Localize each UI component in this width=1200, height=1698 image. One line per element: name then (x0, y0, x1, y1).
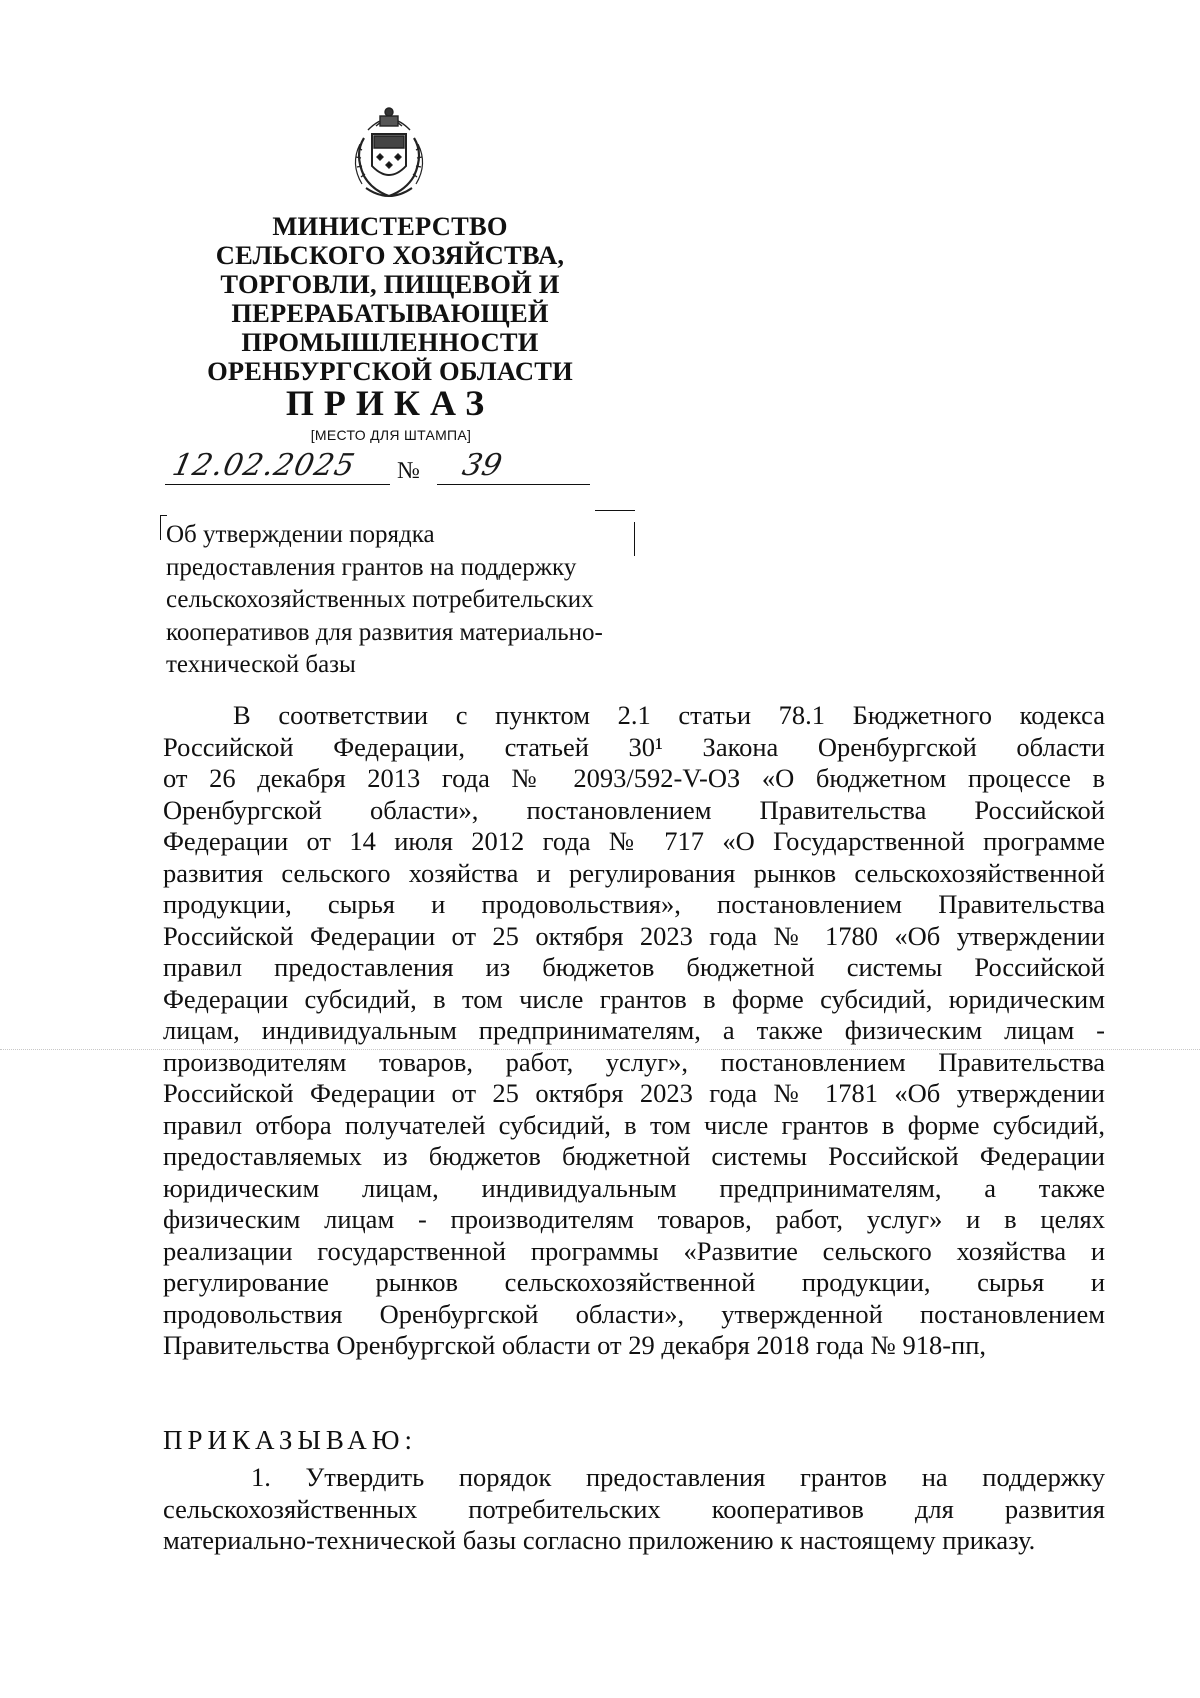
item-line: 1. Утвердить порядок предоставления грантов на поддержку (251, 1462, 1105, 1492)
preamble-line: продукции, сырья и продовольствия», постановлением Правительства (163, 889, 1105, 919)
preamble-line: Федерации субсидий, в том числе грантов в форме субсидий, юридическим (163, 983, 1105, 1014)
order-word: ПРИКАЗЫВАЮ: (163, 1425, 417, 1455)
preamble-line: Российской Федерации от 25 октября 2023 года № 1780 «Об утверждении (163, 920, 1105, 951)
number-underline (437, 484, 590, 485)
subject-line: сельскохозяйственных потребительских (166, 586, 594, 613)
subject-bracket-right-top (595, 510, 635, 511)
document-subject (166, 519, 646, 682)
date-underline (165, 484, 390, 485)
handwritten-date: 12.02.2025 (169, 448, 359, 483)
preamble-line: Российской Федерации, статьей 30¹ Закона Оренбургской области (163, 731, 1105, 762)
preamble-line: Оренбургской области», постановлением Правительства Российской (163, 794, 1105, 825)
preamble-line: физическим лицам - производителям товаров, работ, услуг» и в целях (163, 1204, 1105, 1234)
preamble-line: юридическим лицам, индивидуальным предпринимателям, а также (163, 1172, 1105, 1203)
preamble-line: правил предоставления из бюджетов бюджетной системы Российской (163, 952, 1105, 982)
subject-line: технической базы (166, 651, 356, 678)
preamble-line: Правительства Оренбургской области от 29 декабря 2018 года № 918-пп, (163, 1330, 987, 1360)
document-type-title: ПРИКАЗ (285, 383, 495, 423)
preamble-line: лицам, индивидуальным предпринимателям, а также физическим лицам - (163, 1015, 1105, 1045)
number-sign: № (397, 458, 420, 484)
preamble-line: Федерации от 14 июля 2012 года № 717 «О Государственной программе (163, 826, 1105, 856)
ministry-name (160, 212, 620, 386)
preamble-paragraph (163, 700, 1105, 1362)
preamble-line: развития сельского хозяйства и регулирования рынков сельскохозяйственной (163, 857, 1105, 888)
order-item-1 (163, 1462, 1105, 1557)
preamble-line: правил отбора получателей субсидий, в том числе грантов в форме субсидий, (163, 1109, 1105, 1140)
handwritten-number: 39 (459, 448, 505, 483)
preamble-line: реализации государственной программы «Развитие сельского хозяйства и (163, 1235, 1105, 1266)
ministry-line: ТОРГОВЛИ, ПИЩЕВОЙ И (220, 269, 560, 299)
item-line: сельскохозяйственных потребительских кооперативов для развития (163, 1493, 1105, 1524)
subject-line: предоставления грантов на поддержку (166, 553, 577, 581)
ministry-line: ОРЕНБУРГСКОЙ ОБЛАСТИ (207, 356, 573, 386)
stamp-placeholder: [МЕСТО ДЛЯ ШТАМПА] (310, 427, 472, 443)
ministry-line: МИНИСТЕРСТВО (272, 211, 508, 241)
ministry-line: СЕЛЬСКОГО ХОЗЯЙСТВА, (215, 240, 565, 270)
preamble-line: продовольствия Оренбургской области», утвержденной постановлением (163, 1298, 1105, 1329)
preamble-line: производителям товаров, работ, услуг», постановлением Правительства (163, 1046, 1105, 1077)
date-number-line (165, 448, 590, 488)
preamble-line: В соответствии с пунктом 2.1 статьи 78.1 Бюджетного кодекса (233, 700, 1105, 730)
item-line: материально-технической базы согласно приложению к настоящему приказу. (163, 1525, 1036, 1555)
preamble-line: от 26 декабря 2013 года № 2093/592-V-ОЗ «О бюджетном процессе в (163, 763, 1105, 793)
scan-artifact-line (0, 1049, 1200, 1050)
preamble-line: Российской Федерации от 25 октября 2023 года № 1781 «Об утверждении (163, 1078, 1105, 1108)
coat-of-arms-emblem (346, 104, 432, 204)
ministry-line: ПРОМЫШЛЕННОСТИ (241, 327, 539, 357)
subject-line: кооперативов для развития материально- (166, 618, 603, 646)
preamble-line: предоставляемых из бюджетов бюджетной системы Российской Федерации (163, 1141, 1105, 1171)
subject-line: Об утверждении порядка (166, 521, 435, 548)
ministry-line: ПЕРЕРАБАТЫВАЮЩЕЙ (231, 298, 549, 328)
preamble-line: регулирование рынков сельскохозяйственной продукции, сырья и (163, 1267, 1105, 1297)
